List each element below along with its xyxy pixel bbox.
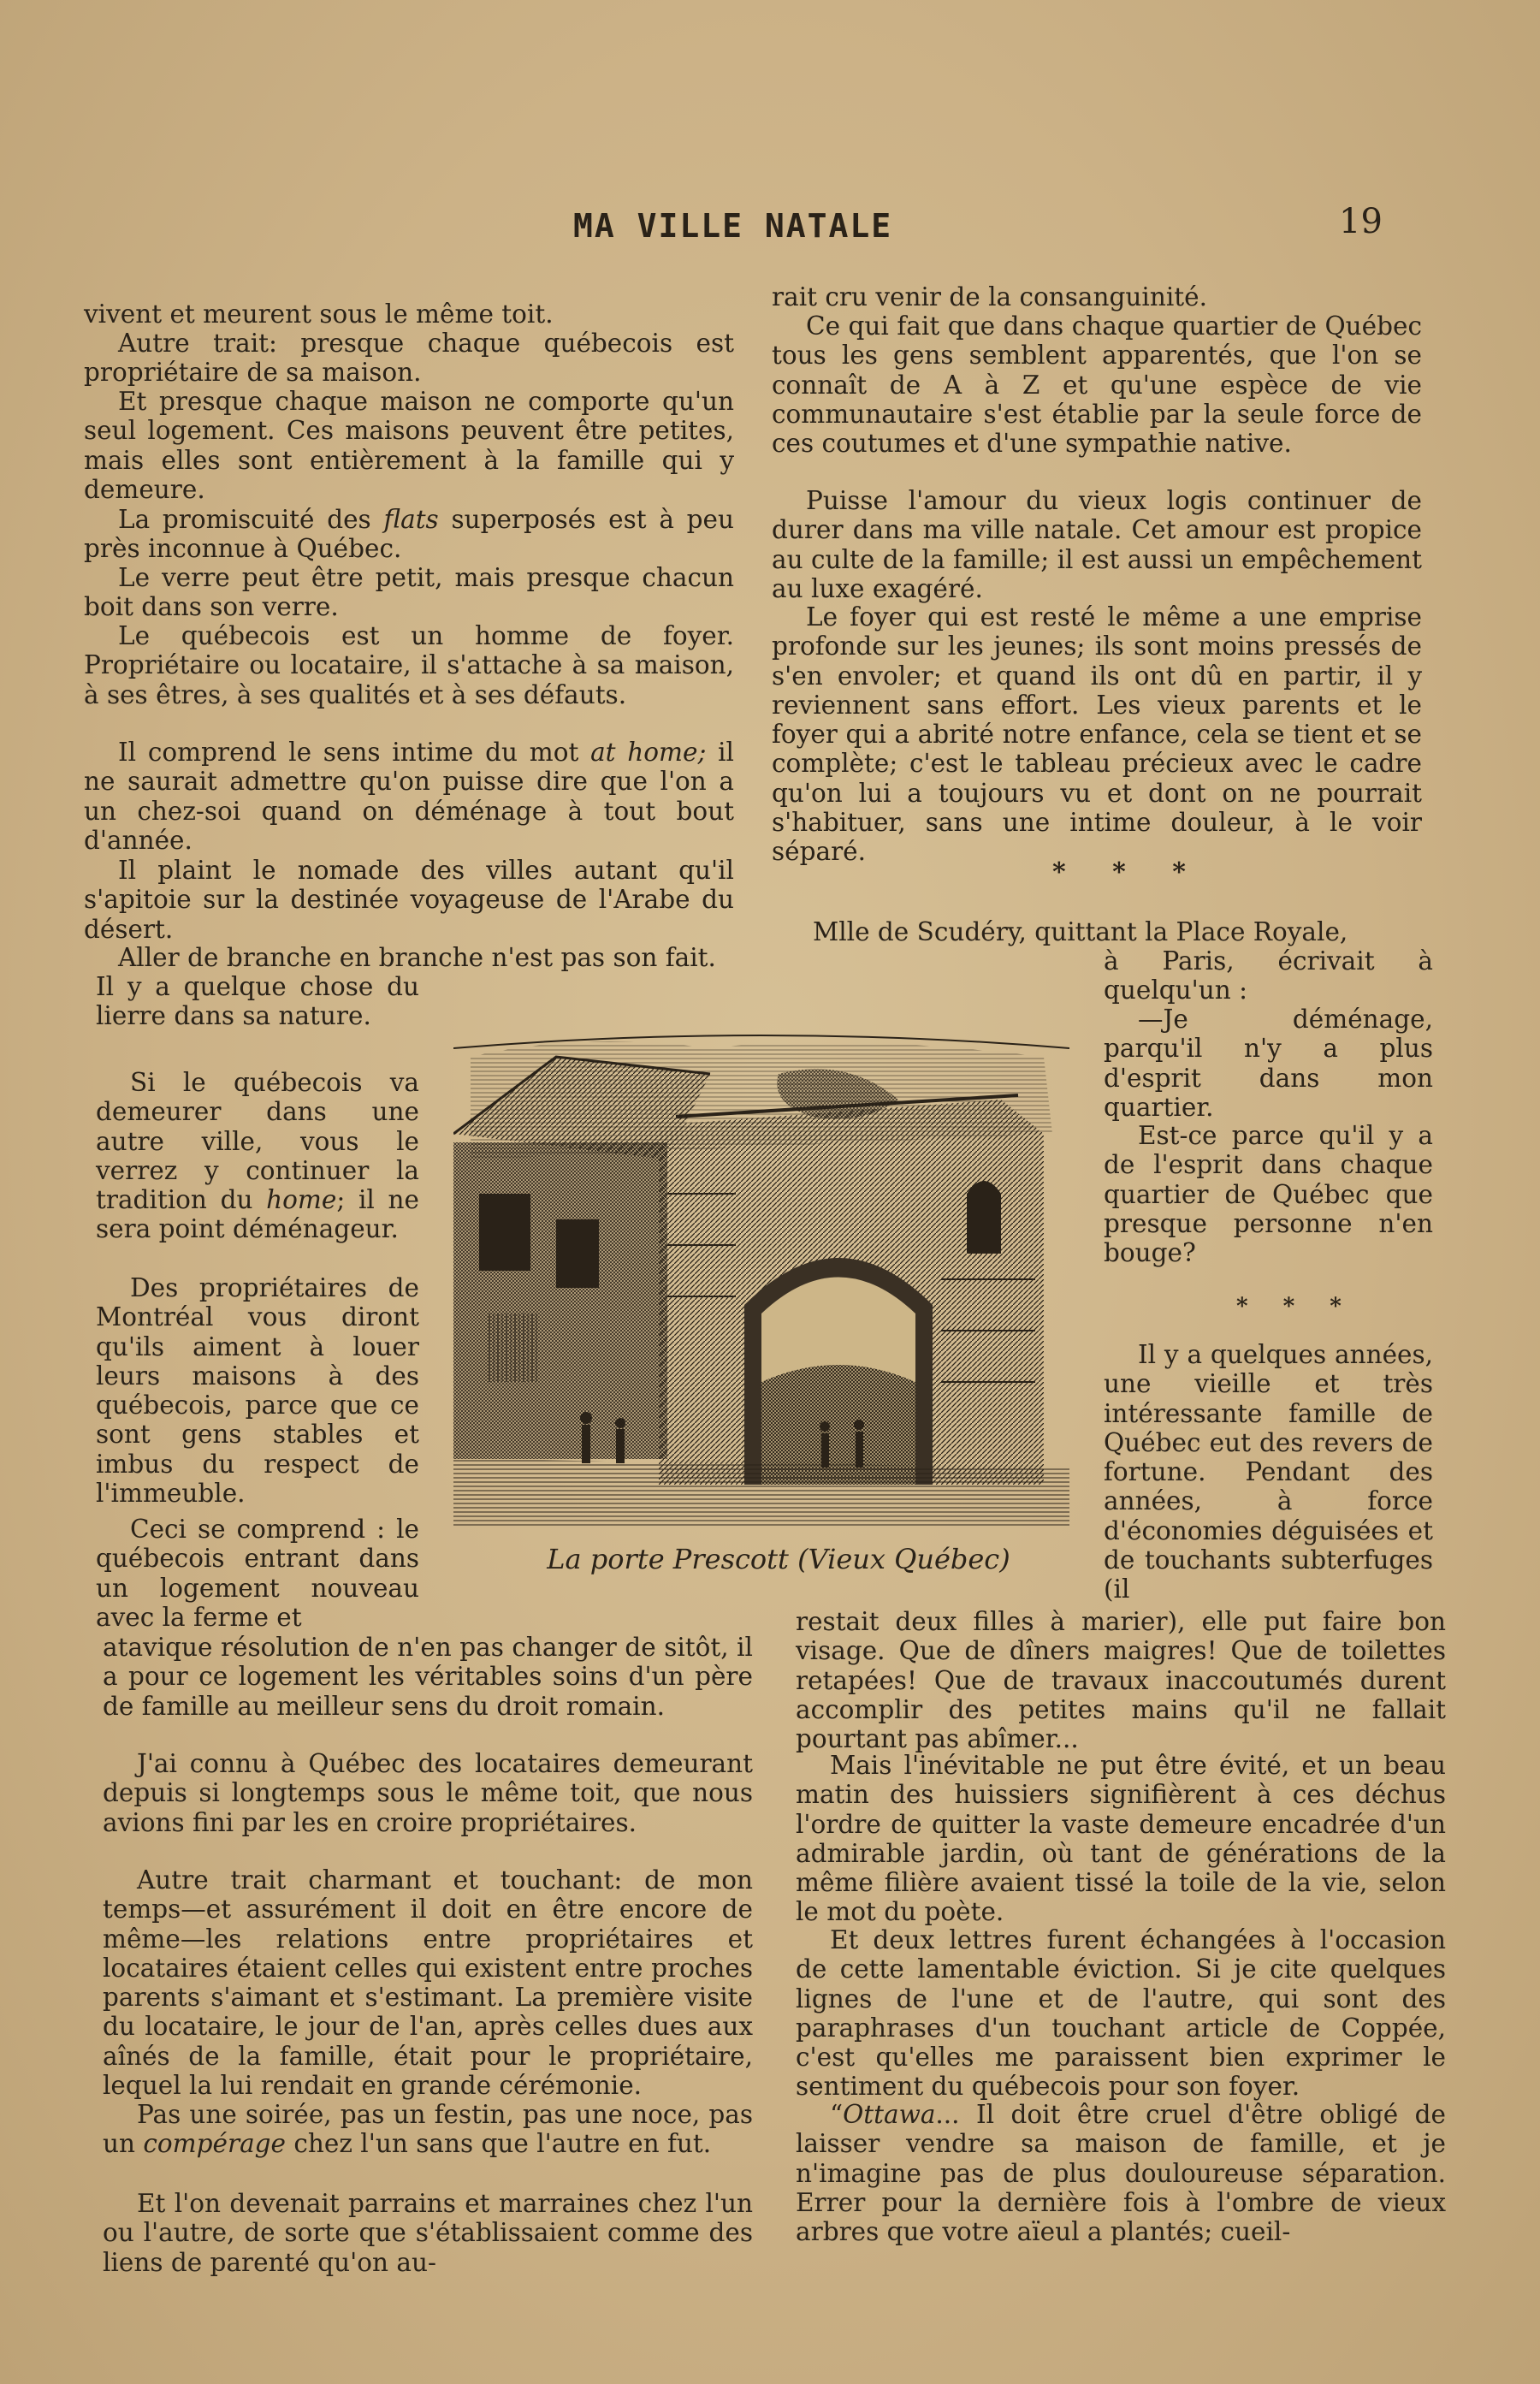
paragraph: Il plaint le nomade des villes autant qu'il s'apitoie sur la destinée voyageuse de l'Arabe du désert. [84,856,734,944]
paragraph: Puisse l'amour du vieux logis continuer de durer dans ma ville natale. Cet amour est propice au culte de la famille; il est aussi un empêchement au luxe exagéré. [772,486,1422,603]
paragraph: J'ai connu à Québec des locataires demeurant depuis si longtemps sous le même toit, que nous avions fini par les en croire propriétaires. [103,1749,753,1837]
paragraph: Il y a quelque chose du lierre dans sa nature. [96,972,419,1031]
paragraph: “Ottawa... Il doit être cruel d'être obligé de laisser vendre sa maison de famille, et je n'imagine pas de plus douloureuse séparation. Errer pour la dernière fois à l'ombre de vieux arbres que votre aïeul a plantés; cueil- [796,2100,1446,2247]
paragraph: restait deux filles à marier), elle put faire bon visage. Que de dîners maigres! Que de toilettes retapées! Que de travaux inaccoutumés durent accomplir des petites mains qu'il ne fallait pourtant pas abîmer... [796,1607,1446,1754]
section-separator: * * * [1052,857,1205,887]
running-title: MA VILLE NATALE [573,207,893,245]
paragraph: Ceci se comprend : le québecois entrant dans un logement nouveau avec la ferme et [96,1515,419,1632]
paragraph: Il y a quelques années, une vieille et très intéressante famille de Québec eut des revers de fortune. Pendant des années, à force d'économies déguisées et de touchants subterfuges (il [1104,1340,1433,1604]
paragraph: Est-ce parce qu'il y a de l'esprit dans chaque quartier de Québec que presque personne n'en bouge? [1104,1121,1433,1268]
paragraph: Mais l'inévitable ne put être évité, et un beau matin des huissiers signifièrent à ces déchus l'ordre de quitter la vaste demeure encadrée d'un admirable jardin, où tant de générations de la même filière avaient tissé la toile de la vie, selon le mot du poète. [796,1751,1446,1927]
engraving-illustration [453,1023,1069,1527]
paragraph: Pas une soirée, pas un festin, pas une noce, pas un compérage chez l'un sans que l'autre en fut. [103,2100,753,2159]
paragraph: Et presque chaque maison ne comporte qu'un seul logement. Ces maisons peuvent être petites, mais elles sont entièrement à la famille qui y demeure. [84,387,734,504]
paragraph: Le québecois est un homme de foyer. Propriétaire ou locataire, il s'attache à sa maison, à ses êtres, à ses qualités et à ses défauts. [84,621,734,709]
paragraph: Le foyer qui est resté le même a une emprise profonde sur les jeunes; ils sont moins pressés de s'en envoler; et quand ils ont dû en partir, il y reviennent sans effort. Les vieux parents et le foyer qui a abrité notre enfance, cela se tient et se complète; c'est le tableau précieux avec le cadre qu'on lui a toujours vu et dont on ne pourrait s'habituer, sans une intime douleur, à le voir séparé. [772,602,1422,867]
page-number: 19 [1339,202,1383,241]
paragraph: Ce qui fait que dans chaque quartier de Québec tous les gens semblent apparentés, que l'on se connaît de A à Z et qu'une espèce de vie communautaire s'est établie par la seule force de ces coutumes et d'une sympathie native. [772,311,1422,459]
paragraph: Des propriétaires de Montréal vous diront qu'ils aiment à louer leurs maisons à des québecois, parce que ce sont gens stables et imbus du respect de l'immeuble. [96,1273,419,1509]
paragraph: Aller de branche en branche n'est pas son fait. [118,943,716,972]
paragraph: à Paris, écrivait à quelqu'un : [1104,946,1433,1005]
paragraph: rait cru venir de la consanguinité. [772,282,1207,311]
paragraph: Autre trait charmant et touchant: de mon temps—et assurément il doit en être encore de même—les relations entre propriétaires et locataires étaient celles qui existent entre proches parents s'aimant et s'estimant. La première visite du locataire, le jour de l'an, après celles dues aux aînés de la famille, était pour le propriétaire, lequel la lui rendait en grande cérémonie. [103,1865,753,2101]
porte-prescott-engraving [453,1023,1069,1527]
paragraph: Le verre peut être petit, mais presque chacun boit dans son verre. [84,563,734,622]
figure-caption: La porte Prescott (Vieux Québec) [547,1543,1010,1575]
paragraph: La promiscuité des flats superposés est à peu près inconnue à Québec. [84,505,734,564]
page-header [0,202,1540,253]
paragraph: Et deux lettres furent échangées à l'occasion de cette lamentable éviction. Si je cite quelques lignes de l'une et de l'autre, qui sont des paraphrases d'un touchant article de Coppée, c'est qu'elles me paraissent bien exprimer le sentiment du québecois pour son foyer. [796,1925,1446,2102]
paragraph: Et l'on devenait parrains et marraines chez l'un ou l'autre, de sorte que s'établissaient comme des liens de parenté qu'on au- [103,2189,753,2277]
section-separator: * * * [1236,1294,1355,1320]
paragraph: Il comprend le sens intime du mot at home; il ne saurait admettre qu'on puisse dire que l'on a un chez-soi quand on déménage à tout bout d'année. [84,738,734,855]
paragraph: vivent et meurent sous le même toit. [84,299,554,329]
paragraph: Autre trait: presque chaque québecois est propriétaire de sa maison. [84,329,734,388]
paragraph: Si le québecois va demeurer dans une autre ville, vous le verrez y continuer la tradition du home; il ne sera point déménageur. [96,1068,419,1244]
paragraph: —Je déménage, parqu'il n'y a plus d'esprit dans mon quartier. [1104,1005,1433,1122]
paragraph: Mlle de Scudéry, quittant la Place Royale, [813,917,1348,946]
paragraph: atavique résolution de n'en pas changer de sitôt, il a pour ce logement les véritables soins d'un père de famille au meilleur sens du droit romain. [103,1633,753,1721]
